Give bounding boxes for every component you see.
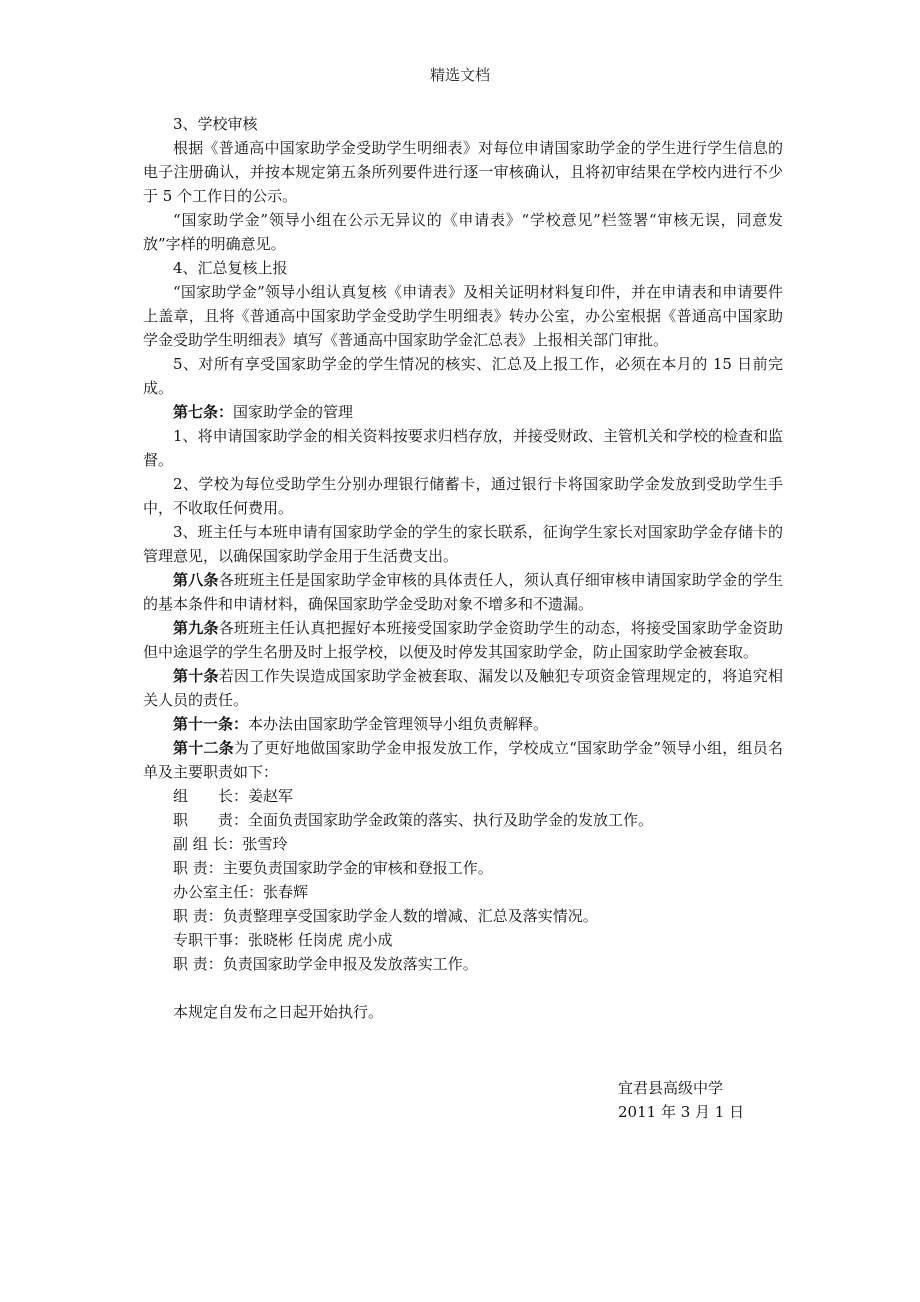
article-8-title: 第八条 xyxy=(173,571,219,589)
paragraph-summary-report: “国家助学金”领导小组认真复核《申请表》及相关证明材料复印件，并在申请表和申请要件上盖章，且将《普通高中国家助学金受助学生明细表》转办公室，办公室根据《普通高中国家助学金受助学生明细表》填写《普通高中国家助学金汇总表》上报相关部门审批。 xyxy=(143,283,783,349)
roster-leader: 组 长：姜赵军 xyxy=(173,787,294,805)
roster-deputy-duty: 职 责：主要负责国家助学金的审核和登报工作。 xyxy=(173,859,493,877)
article-12 xyxy=(143,736,783,784)
article-7-item-3: 3、班主任与本班申请有国家助学金的学生的家长联系，征询学生家长对国家助学金存储卡的管理意见，以确保国家助学金用于生活费支出。 xyxy=(143,523,783,565)
article-9-title: 第九条 xyxy=(173,619,219,637)
article-10-title: 第十条 xyxy=(173,667,219,685)
roster-officers-duty: 职 责：负责国家助学金申报及发放落实工作。 xyxy=(173,955,478,973)
article-7-item-2: 2、学校为每位受助学生分别办理银行储蓄卡，通过银行卡将国家助学金发放到受助学生手中，不收取任何费用。 xyxy=(143,475,783,517)
closing-statement: 本规定自发布之日起开始执行。 xyxy=(173,1003,384,1021)
article-8-text: 各班班主任是国家助学金审核的具体责任人，须认真仔细审核申请国家助学金的学生的基本条件和申请材料，确保国家助学金受助对象不增多和不遗漏。 xyxy=(143,571,783,613)
article-8 xyxy=(143,568,783,616)
article-9 xyxy=(143,616,783,664)
roster-leader-duty: 职 责：全面负责国家助学金政策的落实、执行及助学金的发放工作。 xyxy=(173,811,654,829)
roster-officers: 专职干事：张晓彬 任岗虎 虎小成 xyxy=(173,931,393,949)
section-heading-school-review: 3、学校审核 xyxy=(173,115,258,133)
article-7-item-1: 1、将申请国家助学金的相关资料按要求归档存放，并接受财政、主管机关和学校的检查和监督。 xyxy=(143,427,783,469)
article-7-title: 第七条： xyxy=(173,403,234,421)
signature-block xyxy=(618,1076,744,1124)
page-header: 精选文档 xyxy=(429,66,490,84)
signature-date: 2011 年 3 月 1 日 xyxy=(618,1103,745,1121)
blank-line xyxy=(143,976,783,1000)
signature-organization: 宜君县高级中学 xyxy=(618,1079,724,1097)
article-7 xyxy=(143,400,783,424)
paragraph-school-review: 根据《普通高中国家助学金受助学生明细表》对每位申请国家助学金的学生进行学生信息的电子注册确认，并按本规定第五条所列要件进行逐一审核确认，且将初审结果在学校内进行不少于 5 个工作日的公示。 xyxy=(143,139,783,205)
article-11 xyxy=(143,712,783,736)
roster-deputy-leader: 副 组 长：张雪玲 xyxy=(173,835,288,853)
document-body xyxy=(143,112,783,1024)
article-11-text: 本办法由国家助学金管理领导小组负责解释。 xyxy=(248,715,549,733)
article-10 xyxy=(143,664,783,712)
article-12-title: 第十二条 xyxy=(173,739,234,757)
article-11-title: 第十一条： xyxy=(173,715,249,733)
article-12-text: 为了更好地做国家助学金申报发放工作，学校成立“国家助学金”领导小组，组员名单及主要职责如下： xyxy=(143,739,783,781)
section-heading-summary-report: 4、汇总复核上报 xyxy=(173,259,288,277)
article-7-text: 国家助学金的管理 xyxy=(233,403,354,421)
article-9-text: 各班班主任认真把握好本班接受国家助学金资助学生的动态，将接受国家助学金资助但中途退学的学生名册及时上报学校，以便及时停发其国家助学金，防止国家助学金被套取。 xyxy=(143,619,783,661)
roster-office-director: 办公室主任：张春辉 xyxy=(173,883,309,901)
roster-office-duty: 职 责：负责整理享受国家助学金人数的增减、汇总及落实情况。 xyxy=(173,907,598,925)
paragraph-deadline: 5、对所有享受国家助学金的学生情况的核实、汇总及上报工作，必须在本月的 15 日前完成。 xyxy=(143,355,783,397)
article-10-text: 若因工作失误造成国家助学金被套取、漏发以及触犯专项资金管理规定的，将追究相关人员的责任。 xyxy=(143,667,783,709)
paragraph-leadership-opinion: “国家助学金”领导小组在公示无异议的《申请表》“学校意见”栏签署“审核无误，同意发放”字样的明确意见。 xyxy=(143,211,783,253)
